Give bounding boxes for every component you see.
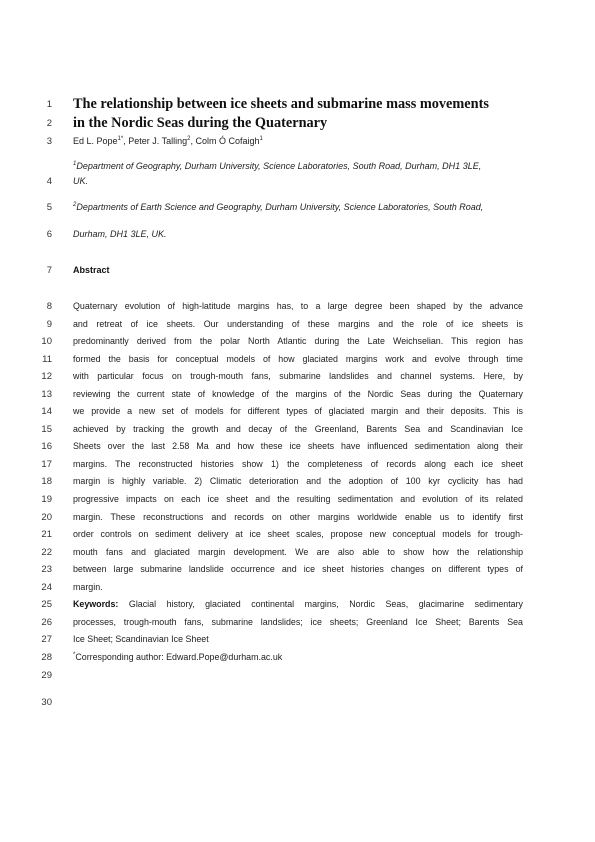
line-number: 27 bbox=[41, 634, 52, 645]
corresponding-mark: * bbox=[73, 652, 76, 658]
abstract-line: between large submarine landslide occurrence and ice sheet histories changes on different types of bbox=[73, 564, 523, 574]
line-number: 4 bbox=[46, 176, 52, 187]
keywords-text: Glacial history, glaciated continental margins, Nordic Seas, glacimarine sedimentary bbox=[118, 599, 523, 609]
line-number: 16 bbox=[41, 441, 52, 452]
line-number: 9 bbox=[46, 319, 52, 330]
line-number: 1 bbox=[46, 99, 52, 110]
affiliation-line bbox=[73, 202, 523, 213]
paper-title-line: The relationship between ice sheets and submarine mass movements bbox=[73, 96, 489, 112]
line-number: 6 bbox=[46, 229, 52, 240]
abstract-line: reviewing the current state of knowledge of the margins of the Nordic Seas during the Quaternary bbox=[73, 389, 523, 399]
keywords-line: Ice Sheet; Scandinavian Ice Sheet bbox=[73, 634, 209, 644]
line-number: 7 bbox=[46, 265, 52, 276]
abstract-line: achieved by tracking the growth and decay of the Greenland, Barents Sea and Scandinavian Ice bbox=[73, 424, 523, 434]
line-number: 20 bbox=[41, 512, 52, 523]
abstract-line: with particular focus on trough-mouth fans, submarine landslides and channel systems. Here, by bbox=[73, 371, 523, 381]
line-number: 26 bbox=[41, 617, 52, 628]
abstract-line: Quaternary evolution of high-latitude margins has, to a large degree been shaped by the advance bbox=[73, 301, 523, 311]
author-name: Ed L. Pope bbox=[73, 136, 118, 146]
abstract-line: margins. The reconstructed histories show 1) the completeness of records along each ice sheet bbox=[73, 459, 523, 469]
keywords-line bbox=[73, 599, 523, 610]
line-number: 23 bbox=[41, 564, 52, 575]
line-number: 13 bbox=[41, 389, 52, 400]
abstract-line: margin. These reconstructions and records on other margins worldwide enable us to identify first bbox=[73, 512, 523, 522]
line-number: 24 bbox=[41, 582, 52, 593]
abstract-line: and retreat of ice sheets. Our understanding of these margins and the role of ice sheets is bbox=[73, 319, 523, 329]
line-number: 12 bbox=[41, 371, 52, 382]
abstract-heading: Abstract bbox=[73, 265, 110, 275]
abstract-line: mouth fans and glaciated margin development. We are also able to show how the relationship bbox=[73, 547, 523, 557]
author-name: , Colm Ó Cofaigh bbox=[190, 136, 260, 146]
line-number: 18 bbox=[41, 476, 52, 487]
author-affiliation-mark: 1* bbox=[117, 136, 124, 142]
affiliation-line bbox=[73, 161, 523, 172]
abstract-line: predominantly derived from the polar North Atlantic during the Late Weichselian. This region has bbox=[73, 336, 523, 346]
line-number: 14 bbox=[41, 406, 52, 417]
corresponding-author-text: Corresponding author: Edward.Pope@durham.ac.uk bbox=[75, 652, 283, 662]
author-name: , Peter J. Talling bbox=[123, 136, 188, 146]
keywords-label: Keywords: bbox=[73, 599, 119, 609]
author-list bbox=[73, 136, 523, 147]
author-affiliation-mark: 1 bbox=[259, 136, 263, 142]
line-number: 21 bbox=[41, 529, 52, 540]
keywords-line: processes, trough-mouth fans, submarine landslides; ice sheets; Greenland Ice Sheet; Barents Sea bbox=[73, 617, 523, 627]
abstract-line: margin. bbox=[73, 582, 103, 592]
abstract-line: we provide a new set of models for different types of glaciated margin and their deposits. This is bbox=[73, 406, 523, 416]
affiliation-text: Department of Geography, Durham University, Science Laboratories, South Road, Durham, DH1 3LE, bbox=[76, 161, 482, 171]
line-number: 10 bbox=[41, 336, 52, 347]
line-number: 19 bbox=[41, 494, 52, 505]
abstract-line: margin is highly variable. 2) Climatic deterioration and the adoption of 100 kyr cyclicity has had bbox=[73, 476, 523, 486]
affiliation-line: Durham, DH1 3LE, UK. bbox=[73, 229, 167, 239]
line-number: 2 bbox=[46, 118, 52, 129]
line-number: 15 bbox=[41, 424, 52, 435]
corresponding-author bbox=[73, 652, 523, 663]
line-number: 8 bbox=[46, 301, 52, 312]
abstract-line: progressive impacts on each ice sheet and the resulting sedimentation and evolution of its related bbox=[73, 494, 523, 504]
line-number: 3 bbox=[46, 136, 52, 147]
paper-title-line: in the Nordic Seas during the Quaternary bbox=[73, 115, 328, 131]
abstract-line: Sheets over the last 2.58 Ma and how these ice sheets have influenced sedimentation along their bbox=[73, 441, 523, 451]
affiliation-text: Departments of Earth Science and Geography, Durham University, Science Laboratories, South Road, bbox=[76, 202, 484, 212]
line-number: 17 bbox=[41, 459, 52, 470]
line-number: 28 bbox=[41, 652, 52, 663]
line-number: 30 bbox=[41, 697, 52, 708]
abstract-line: formed the basis for conceptual models of how glaciated margins work and evolve through time bbox=[73, 354, 523, 364]
line-number: 29 bbox=[41, 670, 52, 681]
affiliation-line: UK. bbox=[73, 176, 89, 186]
line-number: 11 bbox=[42, 354, 52, 365]
line-number: 25 bbox=[41, 599, 52, 610]
line-number: 5 bbox=[46, 202, 52, 213]
line-number: 22 bbox=[41, 547, 52, 558]
affiliation-mark: 2 bbox=[73, 202, 77, 208]
affiliation-mark: 1 bbox=[73, 161, 77, 167]
author-affiliation-mark: 2 bbox=[187, 136, 191, 142]
abstract-line: order controls on sediment delivery at ice sheet scales, propose new conceptual models for trough- bbox=[73, 529, 523, 539]
